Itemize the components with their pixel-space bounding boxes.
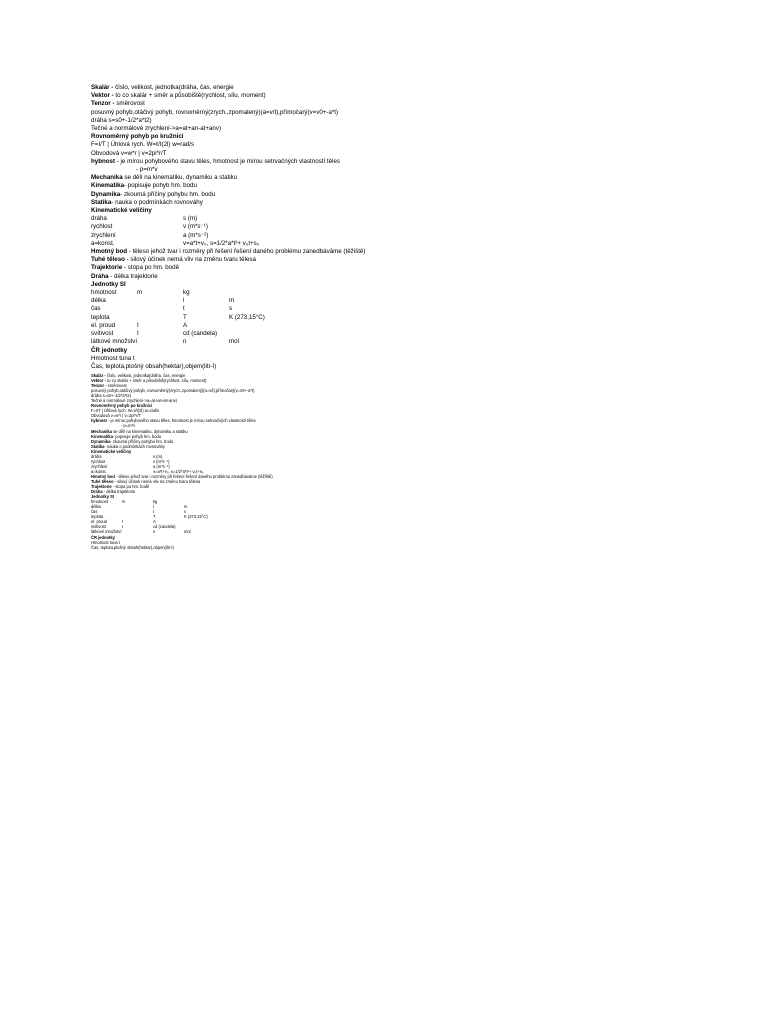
row-cell: T <box>183 313 187 321</box>
bold-term: Dynamika <box>91 438 111 444</box>
line-text: posuvný pohyb,otáčivý pohyb, rovnoměrný(zrych.,zpomalený)(a=v/t),přímočarý(v=v0+-a*t) <box>91 108 339 116</box>
bold-term: Hmotný bod <box>91 473 115 479</box>
row-cell: T <box>153 514 156 520</box>
row-cell: el. proud <box>91 321 116 329</box>
bold-term: Dráha <box>91 489 103 495</box>
si-unit-row <box>91 338 611 346</box>
row-cell: K (273,15°C) <box>184 514 208 520</box>
line-text: - silový účinek nemá vliv na změnu tvaru tělesa <box>124 256 256 264</box>
line-text: - těleso jehož tvar i rozměry při řešení řešení daného problému zanedbáváme (těžiště) <box>114 473 273 479</box>
row-cell: délka <box>91 297 106 305</box>
line-text: Čas, teplota,plošný obsah(hektar),objem(litr-l) <box>91 544 174 550</box>
text-line <box>91 191 611 199</box>
row-cell: cd (candela) <box>153 524 176 530</box>
row-cell: kg <box>153 499 158 505</box>
row-cell <box>137 297 183 305</box>
line-text: - popisuje pohyb hm. bodu <box>112 433 162 439</box>
row-cell: l <box>183 297 185 305</box>
row-cell: svítivost <box>91 330 114 338</box>
bold-term: Mechanika <box>91 174 125 182</box>
text-line <box>91 166 611 174</box>
bold-term: Kinematika <box>91 433 113 439</box>
bold-term: ČR jednotky <box>91 346 128 354</box>
bold-term: Tenzor - <box>91 100 117 108</box>
text-line <box>91 207 611 215</box>
kinematic-row <box>91 240 611 248</box>
row-cell: hmotnost <box>91 289 117 297</box>
bold-term: Rovnoměrný pohyb po kružnici <box>91 403 153 409</box>
text-line <box>91 174 611 182</box>
line-text: - délka trajektorie <box>108 272 158 280</box>
row-cell: čas <box>91 509 98 515</box>
row-cell: v=a*t+v₀, s=1/2*a*t²+ v₀t+s₀ <box>183 239 260 247</box>
row-cell: v (m*s⁻¹) <box>183 223 208 231</box>
text-line <box>91 92 611 100</box>
bold-term: Vektor - <box>91 92 116 100</box>
si-unit-row <box>91 330 611 338</box>
text-line <box>91 100 611 108</box>
row-cell: s (m) <box>153 453 163 459</box>
row-cell: látkové množství <box>91 338 138 346</box>
line-text: - zkoumá příčiny pohybu hm. bodu <box>120 190 216 198</box>
row-cell: mol <box>184 529 191 535</box>
line-text: to co skalár + směr a působiště(rychlost, sílu, moment) <box>107 378 207 384</box>
row-cell: l <box>153 504 154 510</box>
text-line <box>91 273 611 281</box>
si-unit-row <box>91 289 611 297</box>
row-cell: el. proud <box>91 519 107 525</box>
line-text: F=I/T | Úhlová rych. W=ℓ/t(2l) w=rad/s <box>91 141 195 149</box>
row-cell: zrychlení <box>91 463 108 469</box>
line-text: - nauka o podmínkách rovnováhy <box>104 443 165 449</box>
si-unit-row <box>91 314 611 322</box>
row-cell: hmotnost <box>91 499 108 505</box>
row-cell: cd (candela) <box>183 330 218 338</box>
text-line <box>91 264 611 272</box>
text-line <box>91 158 611 166</box>
kinematic-row <box>91 223 611 231</box>
line-text: - popisuje pohyb hm. bodu <box>124 182 197 190</box>
bold-term: Skalár - <box>91 84 116 91</box>
bold-term: Dynamika <box>91 190 121 198</box>
bold-term: Tenzor - <box>91 383 108 389</box>
row-cell: I <box>122 524 124 530</box>
row-cell: I <box>137 330 139 338</box>
text-line <box>91 256 611 264</box>
line-text: - délka trajektorie <box>102 489 136 495</box>
bold-term: Trajektorie <box>91 484 112 490</box>
text-line <box>91 248 611 256</box>
bold-term: Statika <box>91 198 112 206</box>
bold-term: ČR jednotky <box>91 534 115 540</box>
row-cell: n <box>153 529 156 535</box>
bold-term: Kinematické veličiny <box>91 448 132 454</box>
bold-term: hybnost <box>91 418 107 424</box>
row-cell <box>137 314 183 322</box>
bold-term: Kinematika <box>91 182 125 190</box>
row-cell: délka <box>91 504 101 510</box>
line-text: Hmotnost tuna t <box>91 539 120 545</box>
row-cell: m <box>137 289 143 297</box>
row-cell: m <box>184 504 188 510</box>
row-cell: a (m*s⁻²) <box>183 231 209 239</box>
text-line <box>91 109 611 117</box>
row-cell <box>122 529 153 534</box>
text-line <box>91 199 611 207</box>
row-cell: svítivost <box>91 524 106 530</box>
line-text: - p=m*v <box>136 166 158 174</box>
row-cell: I <box>137 321 139 329</box>
bold-term: Jednotky SI <box>91 494 114 500</box>
row-cell: a=konst. <box>91 239 115 247</box>
text-line <box>91 182 611 190</box>
line-text: F=I/T | Úhlová rych. W=ℓ/t(2l) w=rad/s <box>91 408 160 414</box>
line-text: - nauka o podmínkách rovnováhy <box>111 198 203 206</box>
row-cell: dráha <box>91 453 102 459</box>
row-cell: s <box>184 509 187 515</box>
line-text: se dělí na kinematiku, dynamiku a statiku <box>113 428 188 434</box>
row-cell: I <box>122 519 124 525</box>
text-line <box>91 545 611 550</box>
text-line <box>91 363 611 371</box>
bold-term: Jednotky SI <box>91 280 126 288</box>
line-text: Tečné a normálové zrychlení->a=at+an-at+anv) <box>91 125 222 133</box>
line-text: - je mírou pohybového stavu těles, hmotnost je mírou setrvačných vlastností těles <box>106 418 256 424</box>
row-cell: s <box>229 305 233 313</box>
row-cell: mol <box>229 338 239 346</box>
row-cell: A <box>153 519 156 525</box>
bold-term: Dráha <box>91 272 109 280</box>
bold-term: Vektor - <box>91 378 108 384</box>
text-line <box>91 347 611 355</box>
row-cell: čas <box>91 305 101 313</box>
line-text: číslo, velikost, jednotka(dráha, čas, energie <box>115 84 234 91</box>
row-cell: t <box>153 509 155 515</box>
bold-term: Mechanika <box>91 428 114 434</box>
line-text: Hmotnost tuna t <box>91 354 135 362</box>
row-cell: teplota <box>91 514 104 520</box>
line-text: číslo, velikost, jednotka(dráha, čas, energie <box>106 373 186 378</box>
row-cell: m <box>122 499 126 505</box>
row-cell: rychlost <box>91 223 113 231</box>
document-text-small <box>91 373 611 550</box>
row-cell: v=a*t+v₀, s=1/2*a*t²+ v₀t+s₀ <box>153 468 204 474</box>
line-text: Obvodová v=w*r | v=2pi*r/T <box>91 413 141 419</box>
line-text: - stopa po hm. bodě <box>111 484 150 490</box>
document-text-large <box>91 84 611 371</box>
line-text: - p=m*v <box>121 423 136 429</box>
bold-term: Hmotný bod <box>91 248 128 256</box>
kinematic-row <box>91 215 611 223</box>
si-unit-row <box>91 305 611 313</box>
text-line <box>91 117 611 125</box>
row-cell: látkové množství <box>91 529 122 535</box>
row-cell: dráha <box>91 215 107 223</box>
text-line <box>91 355 611 363</box>
row-cell: rychlost <box>91 458 106 464</box>
line-text: - těleso jehož tvar i rozměry při řešení řešení daného problému zanedbáváme (těžiště) <box>127 248 366 256</box>
si-unit-row <box>91 297 611 305</box>
row-cell: n <box>183 338 187 346</box>
row-cell: s (m) <box>183 215 198 223</box>
row-cell <box>137 338 183 346</box>
line-text: směrovost <box>116 100 145 108</box>
row-cell: v (m*s⁻¹) <box>153 458 170 464</box>
line-text: Čas, teplota,plošný obsah(hektar),objem(litr-l) <box>91 362 217 370</box>
bold-term: hybnost <box>91 157 116 165</box>
si-unit-row <box>91 322 611 330</box>
line-text: Tečné a normálové zrychlení->a=at+an-at+anv) <box>91 398 178 404</box>
line-text: se dělí na kinematiku, dynamiku a statiku <box>124 174 238 182</box>
bold-term: Trajektorie <box>91 264 123 272</box>
text-line <box>91 133 611 141</box>
line-text: - silový účinek nemá vliv na změnu tvaru tělesa <box>113 478 201 484</box>
line-text: dráha s=s0+-1/2*a*t2) <box>91 116 152 124</box>
row-cell: m <box>229 297 235 305</box>
line-text: směrovost <box>107 383 127 389</box>
row-cell: K (273,15°C) <box>229 313 265 321</box>
row-cell: a=konst. <box>91 468 107 474</box>
bold-term: Skalár - <box>91 373 107 378</box>
row-cell: t <box>183 305 185 313</box>
line-text: - stopa po hm. bodě <box>122 264 180 272</box>
bold-term: Rovnoměrný pohyb po kružnici <box>91 133 184 141</box>
text-line <box>91 281 611 289</box>
row-cell: kg <box>183 289 190 297</box>
text-line <box>91 125 611 133</box>
bold-term: Kinematické veličiny <box>91 207 152 215</box>
row-cell: zrychlení <box>91 231 116 239</box>
line-text: Obvodová v=w*r | v=2pi*r/T <box>91 149 167 157</box>
line-text: - zkoumá příčiny pohybu hm. bodu <box>110 438 174 444</box>
row-cell: teplota <box>91 313 110 321</box>
line-text: dráha s=s0+-1/2*a*t2) <box>91 393 132 399</box>
bold-term: Tuhé těleso <box>91 478 114 484</box>
bold-term: Tuhé těleso <box>91 256 125 264</box>
text-line <box>91 150 611 158</box>
row-cell: A <box>183 321 188 329</box>
text-line <box>91 141 611 149</box>
row-cell: a (m*s⁻²) <box>153 463 170 469</box>
line-text: - je mírou pohybového stavu těles, hmotnost je mírou setrvačných vlastností těles <box>115 157 340 165</box>
row-cell <box>137 305 183 313</box>
line-text: posuvný pohyb,otáčivý pohyb, rovnoměrný(zrych.,zpomalený)(a=v/t),přímočarý(v=v0+-a*t) <box>91 388 255 394</box>
text-line <box>91 84 611 92</box>
bold-term: Statika <box>91 443 105 449</box>
kinematic-row <box>91 232 611 240</box>
line-text: to co skalár + směr a působiště(rychlost, sílu, moment) <box>115 92 266 100</box>
